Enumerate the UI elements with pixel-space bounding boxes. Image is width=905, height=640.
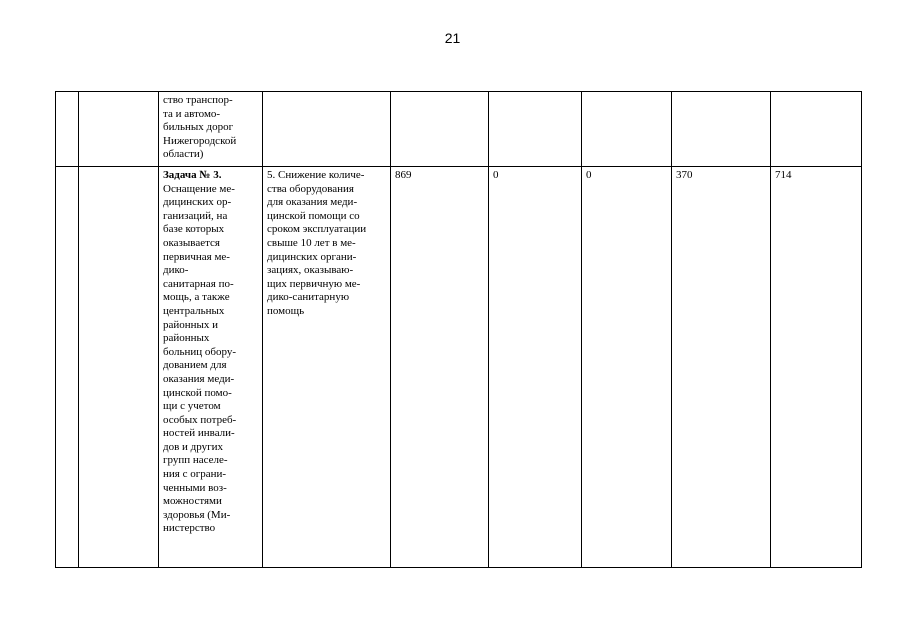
task-line: Нижегородской <box>163 134 237 147</box>
indicator-line: цинской помощи со <box>267 209 360 222</box>
cell-number <box>56 167 79 568</box>
table-row-task3 <box>56 167 862 568</box>
cell-value-5 <box>771 92 862 167</box>
cell-value-4: 370 <box>672 167 771 568</box>
task-line: ченными воз- <box>163 481 227 494</box>
task-line: больниц обору- <box>163 345 236 358</box>
task-title: Задача № 3. <box>163 169 222 181</box>
task-line: щи с учетом <box>163 400 221 413</box>
cell-value-3 <box>582 92 672 167</box>
task-line: оказания меди- <box>163 372 235 385</box>
cell-indicator <box>263 92 391 167</box>
indicator-line: помощь <box>267 304 305 317</box>
data-table <box>55 91 862 568</box>
task-line: ганизаций, на <box>163 209 228 222</box>
task-line: групп населе- <box>163 454 228 467</box>
cell-task-continuation <box>159 92 263 167</box>
indicator-line: для оказания меди- <box>267 196 358 209</box>
task-line: ния с ограни- <box>163 468 227 481</box>
task-line: можностями <box>163 495 222 508</box>
cell-value-3: 0 <box>582 167 672 568</box>
cell-task-description <box>159 167 263 568</box>
cell-indicator <box>263 167 391 568</box>
indicator-line: щих первичную ме- <box>267 277 361 290</box>
indicator-line: 5. Снижение количе- <box>267 169 365 181</box>
task-line: цинской помо- <box>163 386 232 399</box>
cell-value-5: 714 <box>771 167 862 568</box>
task-line: санитарная по- <box>163 277 234 290</box>
task-line: дико- <box>163 264 189 277</box>
cell-value-1 <box>391 92 489 167</box>
task-line: бильных дорог <box>163 121 234 134</box>
indicator-line: дико-санитарную <box>267 291 350 304</box>
indicator-line: ства оборудования <box>267 182 354 195</box>
table-row-continuation <box>56 92 862 167</box>
cell-code <box>79 92 159 167</box>
cell-code <box>79 167 159 568</box>
task-line: первичная ме- <box>163 250 230 263</box>
task-line: ство транспор- <box>163 94 233 106</box>
task-line: особых потреб- <box>163 413 237 426</box>
cell-value-2: 0 <box>489 167 582 568</box>
task-line: здоровья (Ми- <box>163 508 231 521</box>
task-line: мощь, а также <box>163 291 230 304</box>
task-line: Оснащение ме- <box>163 182 235 195</box>
cell-value-4 <box>672 92 771 167</box>
cell-value-1: 869 <box>391 167 489 568</box>
indicator-line: зациях, оказываю- <box>267 264 354 277</box>
task-line: нистерство <box>163 522 216 535</box>
page-number: 21 <box>444 30 461 46</box>
task-line: области) <box>163 148 204 161</box>
task-line: дицинских ор- <box>163 196 232 209</box>
indicator-line: сроком эксплуатации <box>267 223 367 236</box>
task-line: дованием для <box>163 359 227 372</box>
task-line: ностей инвали- <box>163 427 235 440</box>
indicator-line: свыше 10 лет в ме- <box>267 236 356 249</box>
cell-value-2 <box>489 92 582 167</box>
task-line: та и автомо- <box>163 107 221 120</box>
task-line: дов и других <box>163 440 224 453</box>
task-line: районных <box>163 332 210 345</box>
task-line: оказывается <box>163 236 220 249</box>
task-line: базе которых <box>163 223 225 236</box>
indicator-line: дицинских органи- <box>267 250 357 263</box>
task-line: центральных <box>163 304 225 317</box>
task-line: районных и <box>163 318 219 331</box>
cell-number <box>56 92 79 167</box>
